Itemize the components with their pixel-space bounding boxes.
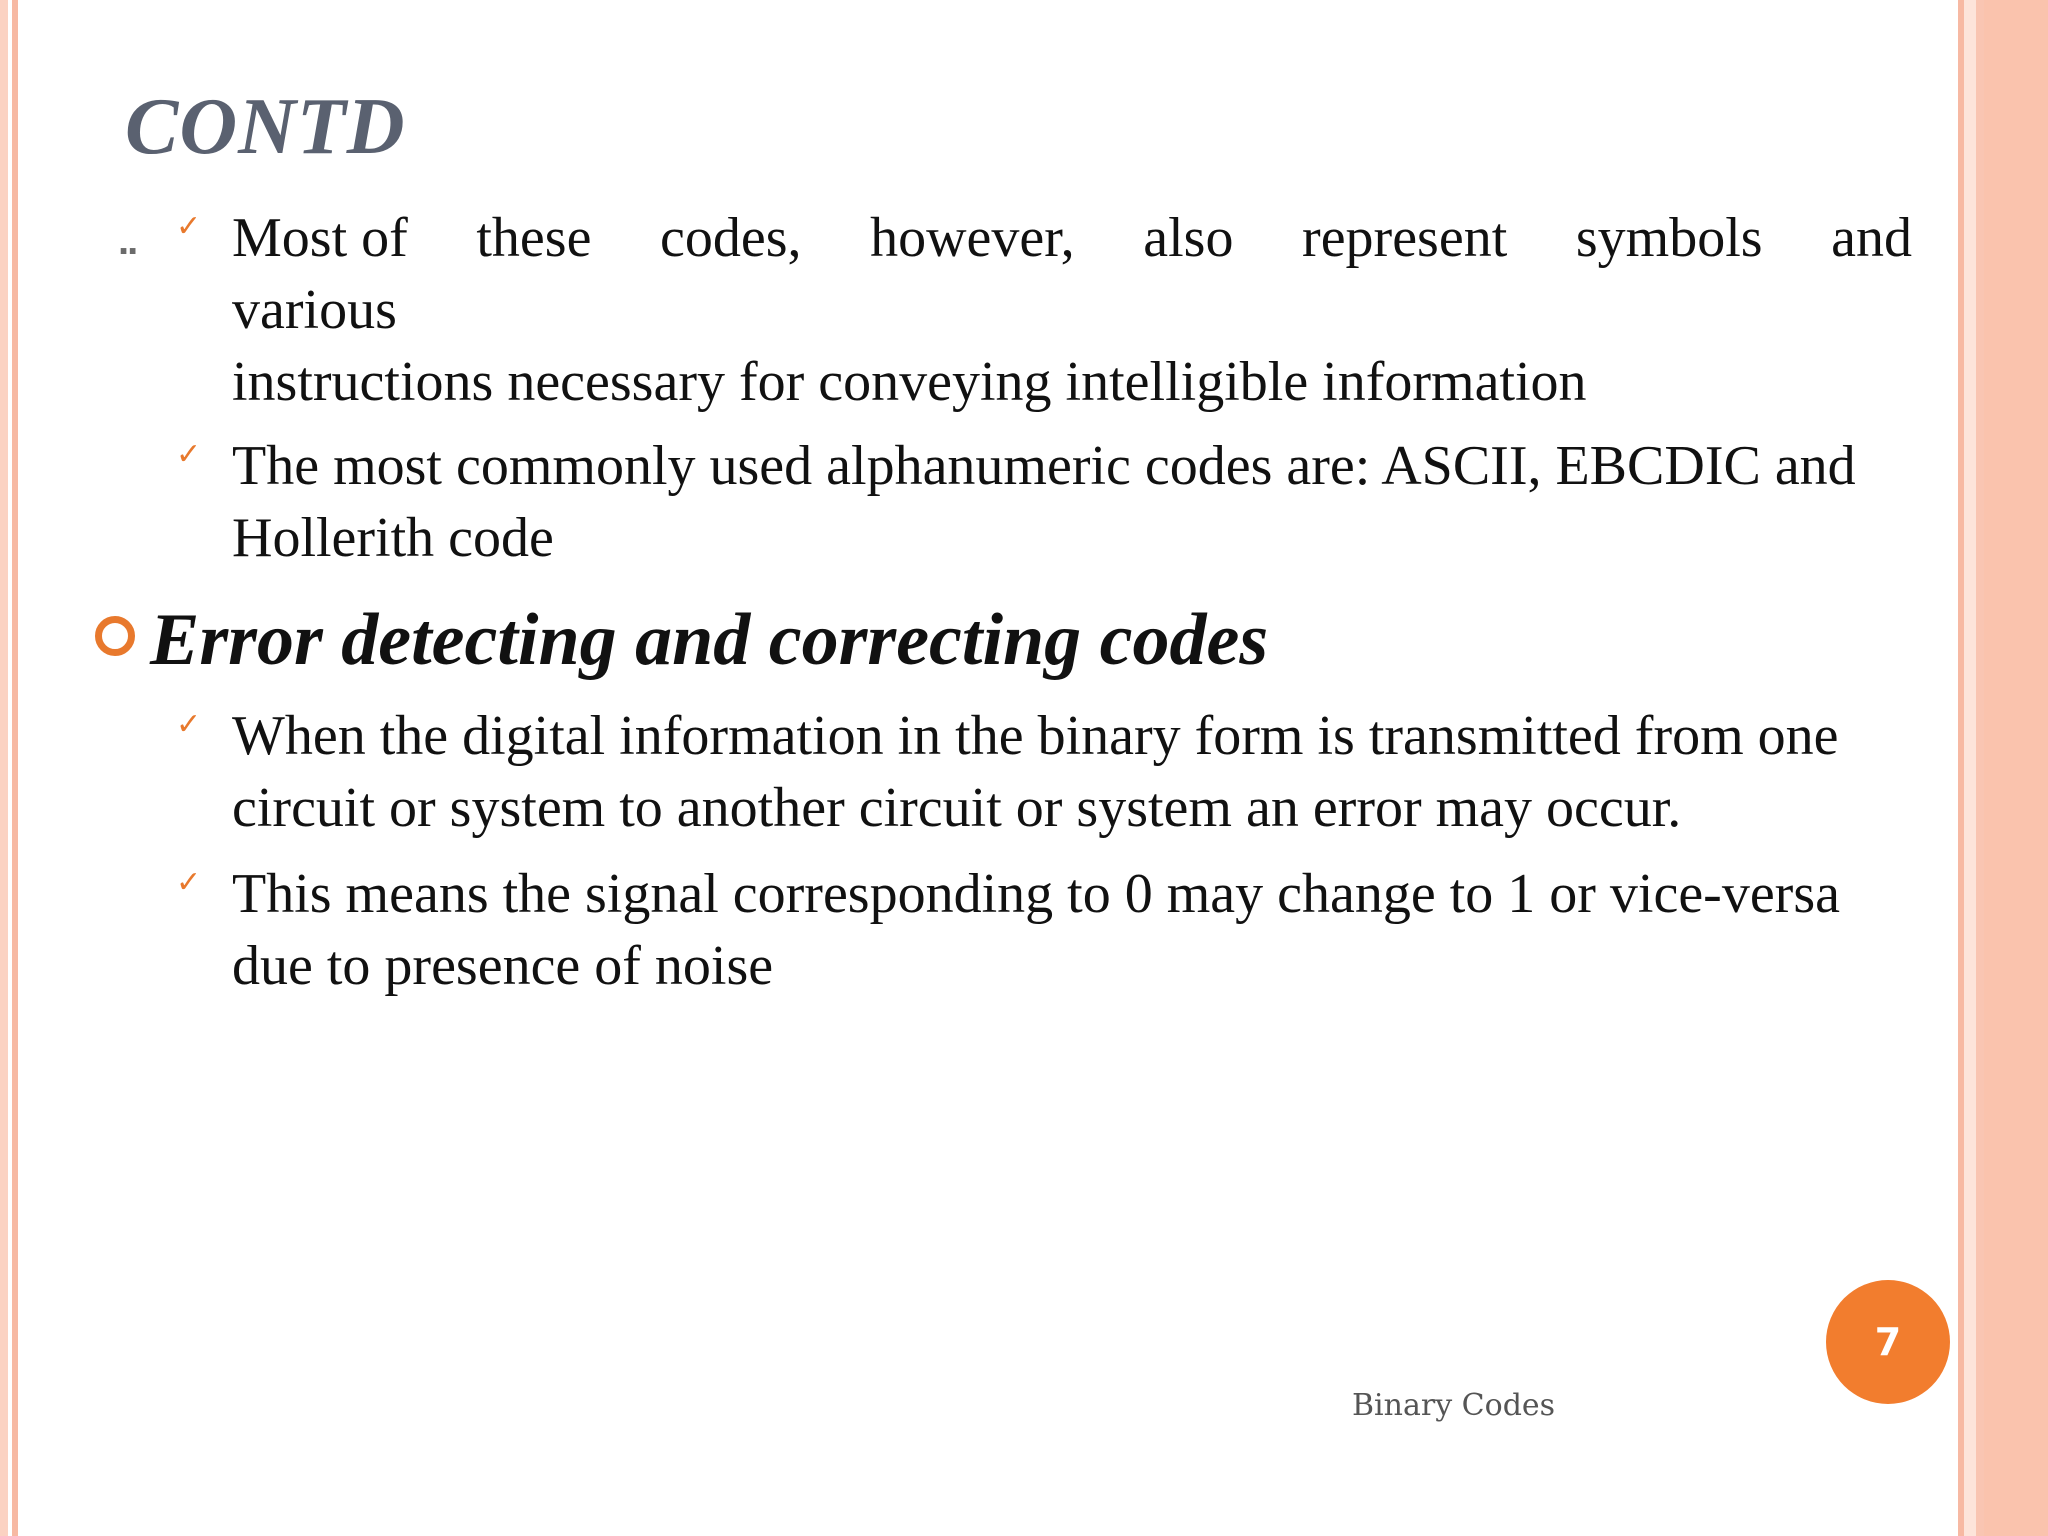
bullet-text: [232, 700, 1967, 844]
checkmark-icon: ✓: [176, 707, 202, 742]
section-heading: Error detecting and correcting codes: [150, 599, 1269, 681]
checkmark-icon: ✓: [176, 437, 202, 472]
checkmark-icon: ✓: [176, 865, 202, 900]
checkmark-icon: ✓: [176, 209, 202, 244]
right-border-band: [1984, 0, 2048, 1536]
bullet-line-justified: [232, 202, 1912, 274]
bullet-marker-dots: ..: [118, 219, 137, 263]
bullet-line: instructions necessary for conveying intelligible information: [232, 351, 1587, 413]
bullet-line: Hollerith code: [232, 507, 554, 569]
bullet-line: This means the signal corresponding to 0 may change to 1 or vice-versa: [232, 863, 1840, 925]
word: also: [1143, 207, 1234, 269]
left-border-decoration: [0, 0, 8, 1536]
slide-title: CONTD: [125, 83, 406, 171]
bullet-line: due to presence of noise: [232, 935, 774, 997]
bullet-text: [232, 430, 1967, 574]
bullet-text: [232, 202, 1967, 418]
word: Most of: [232, 207, 408, 269]
word: and: [1831, 207, 1912, 269]
bullet-line: circuit or system to another circuit or system an error may occur.: [232, 777, 1682, 839]
footer-text: Binary Codes: [1352, 1388, 1556, 1423]
word: represent: [1302, 207, 1508, 269]
page-number-badge: 7: [1826, 1280, 1950, 1404]
word: codes,: [660, 207, 802, 269]
word: these: [476, 207, 592, 269]
bullet-line: The most commonly used alphanumeric codes are: ASCII, EBCDIC and: [232, 435, 1856, 497]
left-border-line: [12, 0, 18, 1536]
bullet-line: When the digital information in the binary form is transmitted from one: [232, 705, 1839, 767]
circle-bullet-icon: [95, 616, 135, 656]
right-border-band: [1976, 0, 1984, 1536]
bullet-line: various: [232, 279, 397, 341]
word: symbols: [1575, 207, 1763, 269]
word: however,: [870, 207, 1075, 269]
bullet-text: [232, 858, 1967, 1002]
